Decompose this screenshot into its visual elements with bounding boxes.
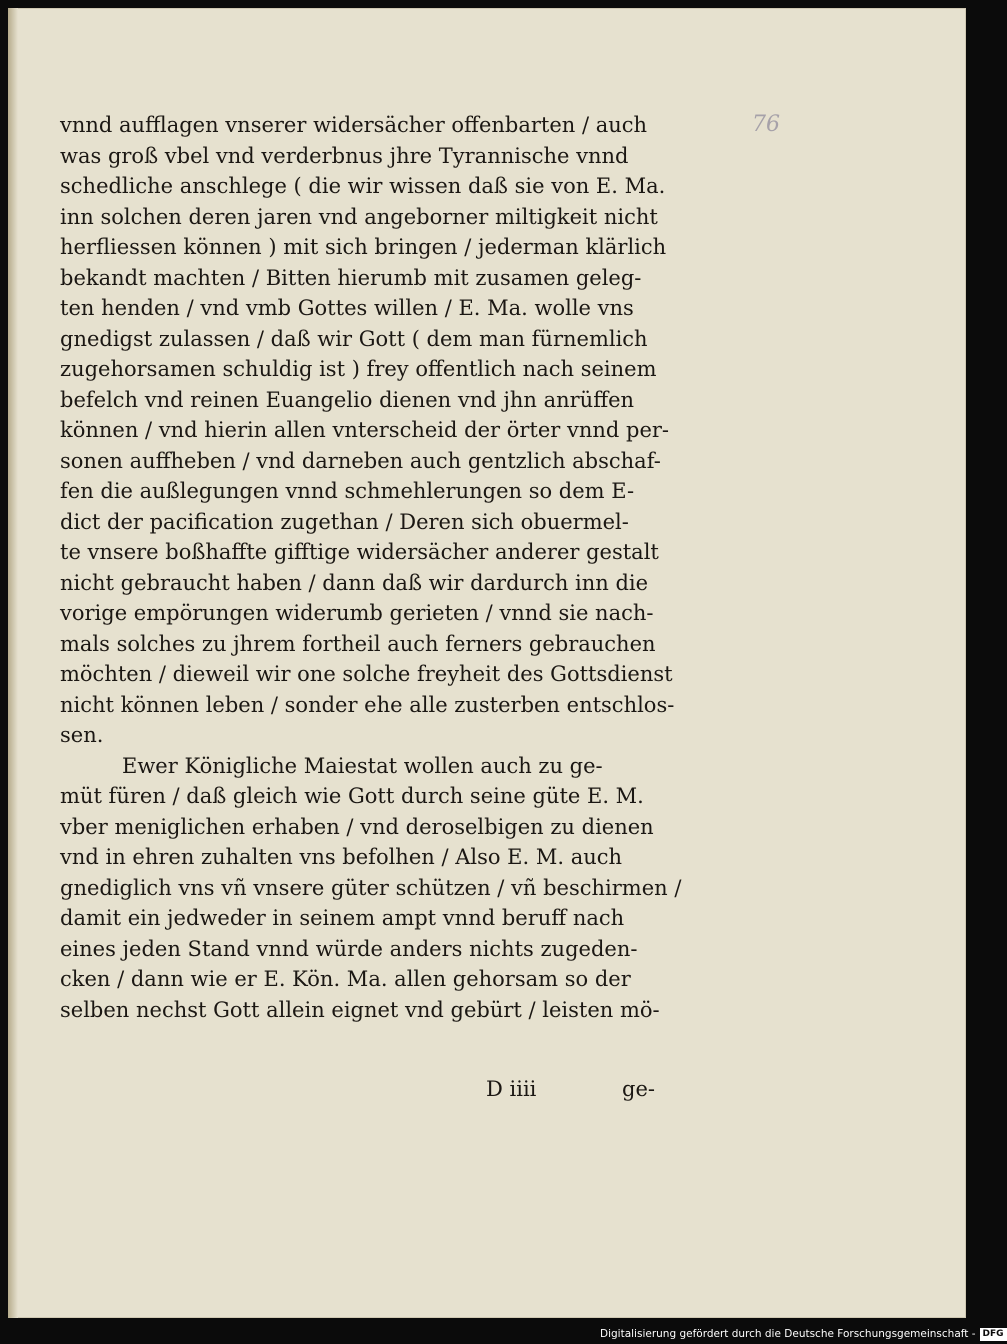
text-line: möchten / dieweil wir one solche freyheit des Gottsdienst <box>60 662 673 686</box>
text-line: cken / dann wie er E. Kön. Ma. allen gehorsam so der <box>60 967 631 991</box>
text-line: ten henden / vnd vmb Gottes willen / E. Ma. wolle vns <box>60 296 634 320</box>
text-line: nicht können leben / sonder ehe alle zusterben entschlos- <box>60 692 675 717</box>
handwritten-folio-number: 76 <box>752 112 780 137</box>
text-line: vnd in ehren zuhalten vns befolhen / Also E. M. auch <box>60 845 623 869</box>
text-line: was groß vbel vnd verderbnus jhre Tyrannische vnnd <box>60 143 629 168</box>
paragraph-start-line: Ewer Königliche Maiestat wollen auch zu ge- <box>122 753 603 778</box>
text-line: mals solches zu jhrem fortheil auch ferners gebrauchen <box>60 631 656 656</box>
text-line: herfliessen können ) mit sich bringen / jederman klärlich <box>60 235 667 259</box>
dfg-logo: DFG <box>980 1328 1007 1341</box>
text-line: damit ein jedweder in seinem ampt vnnd beruff nach <box>60 906 625 930</box>
text-line: vber meniglichen erhaben / vnd deroselbigen zu dienen <box>60 814 654 839</box>
text-line: selben nechst Gott allein eignet vnd gebürt / leisten mö- <box>60 997 660 1022</box>
text-line: können / vnd hierin allen vnterscheid der örter vnnd per- <box>60 418 670 442</box>
text-line: gnedigst zulassen / daß wir Gott ( dem man fürnemlich <box>60 326 648 351</box>
page-gutter-shadow <box>8 8 18 1318</box>
text-line: dict der pacification zugethan / Deren sich obuermel- <box>60 509 629 534</box>
text-line: befelch vnd reinen Euangelio dienen vnd jhn anrüffen <box>60 387 635 412</box>
body-text <box>60 110 682 1025</box>
signature-mark: D iiii <box>486 1077 537 1101</box>
text-line: inn solchen deren jaren vnd angeborner miltigkeit nicht <box>60 204 658 229</box>
text-line: te vnsere boßhaffte gifftige widersächer anderer gestalt <box>60 540 659 564</box>
text-line: vnnd aufflagen vnserer widersächer offenbarten / auch <box>60 113 648 137</box>
credit-text: Digitalisierung gefördert durch die Deutsche Forschungsgemeinschaft - <box>600 1328 976 1340</box>
text-line: vorige empörungen widerumb gerieten / vnnd sie nach- <box>60 601 654 625</box>
text-line: schedliche anschlege ( die wir wissen daß sie von E. Ma. <box>60 174 666 198</box>
text-line: zugehorsamen schuldig ist ) frey offentlich nach seinem <box>60 357 657 381</box>
text-line: eines jeden Stand vnnd würde anders nichts zugeden- <box>60 936 638 961</box>
text-line: müt füren / daß gleich wie Gott durch seine güte E. M. <box>60 784 644 808</box>
text-line: nicht gebraucht haben / dann daß wir dardurch inn die <box>60 570 649 595</box>
catchword: ge- <box>622 1077 655 1101</box>
text-line: sonen auffheben / vnd darneben auch gentzlich abschaf- <box>60 448 661 473</box>
text-line: fen die außlegungen vnnd schmehlerungen so dem E- <box>60 479 635 503</box>
digitization-credit <box>600 1326 1007 1342</box>
text-line: bekandt machten / Bitten hierumb mit zusamen geleg- <box>60 265 642 290</box>
text-line: sen. <box>60 723 104 747</box>
text-line: gnediglich vns vñ vnsere güter schützen / vñ beschirmen / <box>60 875 682 900</box>
